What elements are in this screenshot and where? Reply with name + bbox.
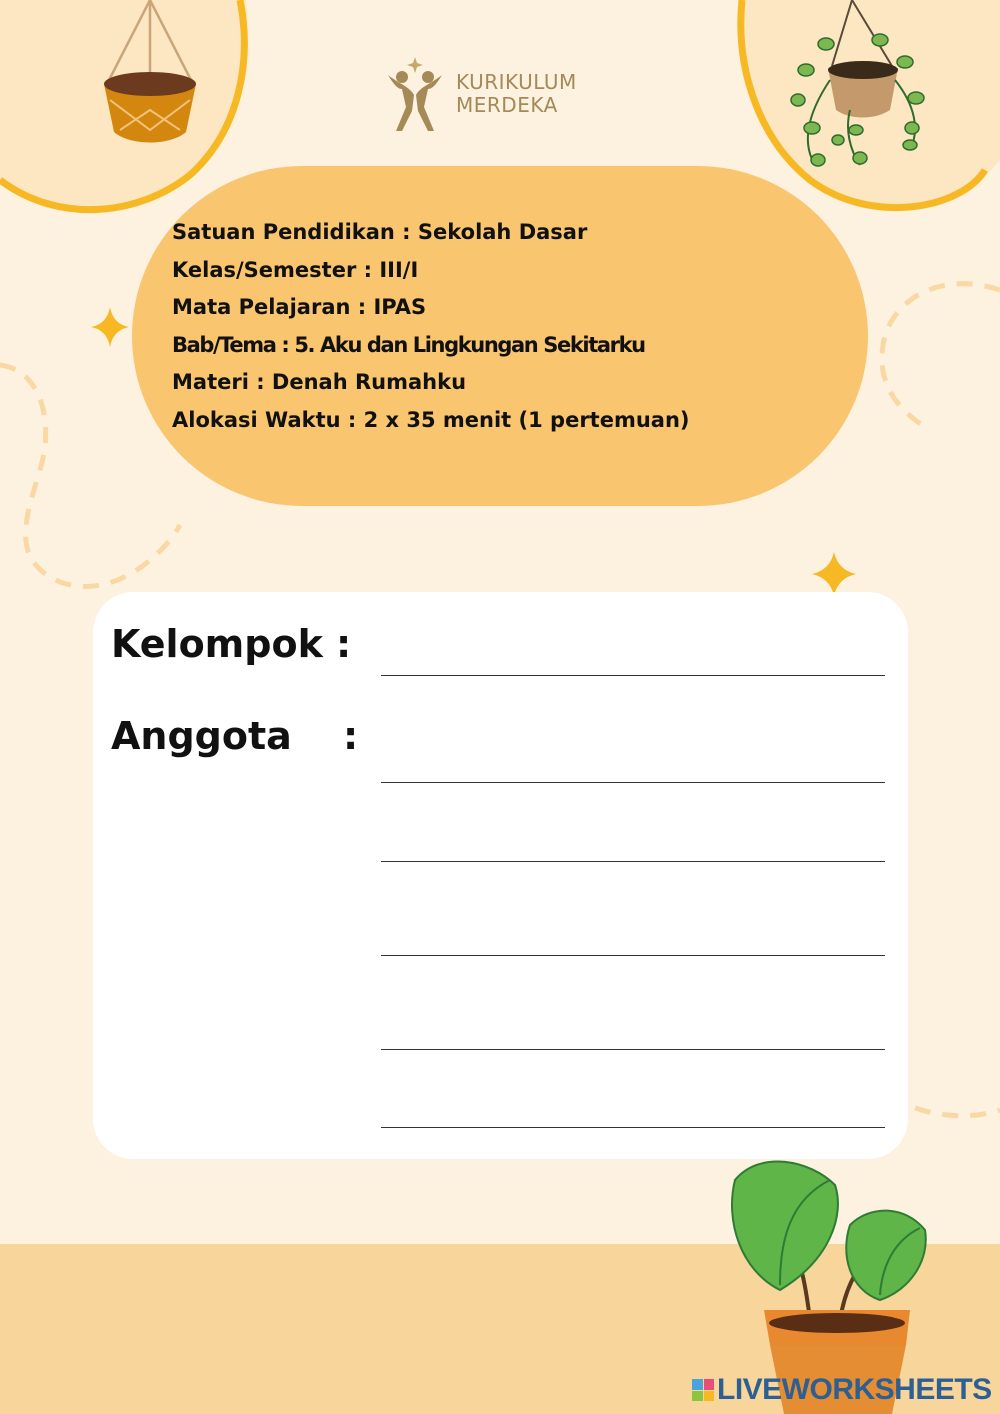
logo-line-1: KURIKULUM bbox=[456, 70, 577, 94]
liveworksheets-watermark bbox=[692, 1372, 992, 1408]
watermark-text: LIVEWORKSHEETS bbox=[717, 1373, 992, 1406]
info-mata-pelajaran: Mata Pelajaran : IPAS bbox=[172, 295, 427, 320]
kelompok-colon: : bbox=[336, 622, 352, 666]
liveworksheets-logo-icon bbox=[692, 1379, 714, 1401]
info-kelas-semester: Kelas/Semester : III/I bbox=[172, 257, 419, 282]
info-satuan-pendidikan: Satuan Pendidikan : Sekolah Dasar bbox=[172, 220, 588, 244]
anggota-colon: : bbox=[343, 714, 359, 758]
logo-line-2: MERDEKA bbox=[456, 93, 558, 117]
info-bab-tema: Bab/Tema : 5. Aku dan Lingkungan Sekitarku bbox=[172, 332, 645, 357]
kelompok-label: Kelompok bbox=[111, 622, 323, 666]
anggota-label: Anggota bbox=[111, 714, 292, 758]
info-materi: Materi : Denah Rumahku bbox=[172, 370, 467, 395]
info-alokasi-waktu: Alokasi Waktu : 2 x 35 menit (1 pertemuan) bbox=[172, 407, 690, 432]
